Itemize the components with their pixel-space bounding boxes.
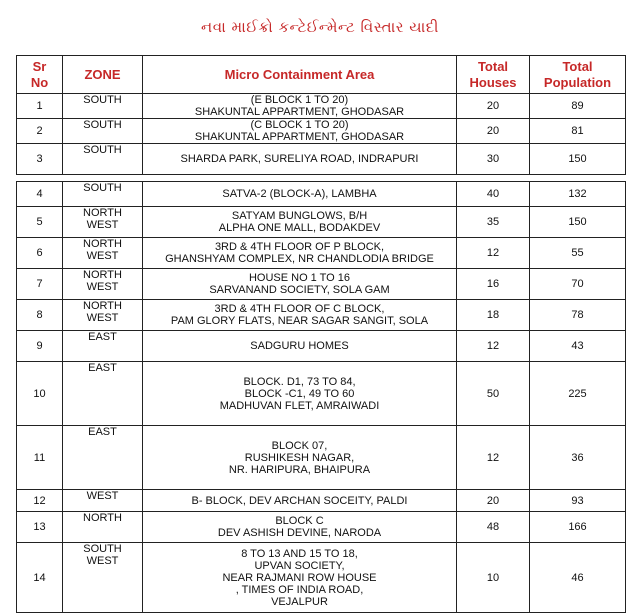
cell-area: HOUSE NO 1 TO 16 SARVANAND SOCIETY, SOLA GAM [143, 269, 457, 300]
table-row [17, 144, 626, 175]
header-area: Micro Containment Area [143, 56, 457, 94]
header-zone: ZONE [63, 56, 143, 94]
table-row [17, 512, 626, 543]
table-row [17, 490, 626, 512]
cell-sr: 12 [17, 490, 63, 512]
table-header-row [17, 56, 626, 94]
cell-population: 81 [530, 119, 626, 144]
cell-zone: EAST [63, 331, 143, 362]
table-row [17, 269, 626, 300]
cell-houses: 50 [457, 362, 530, 426]
cell-population: 150 [530, 144, 626, 175]
cell-area: (E BLOCK 1 TO 20) SHAKUNTAL APPARTMENT, GHODASAR [143, 94, 457, 119]
cell-sr: 8 [17, 300, 63, 331]
table-row [17, 362, 626, 426]
cell-population: 36 [530, 426, 626, 490]
cell-zone: SOUTH [63, 94, 143, 119]
page-title: નવા માઈક્રો કન્ટેઈન્મેન્ટ વિસ્તાર યાદી [201, 18, 439, 36]
gap-cell [17, 175, 626, 182]
cell-sr: 1 [17, 94, 63, 119]
containment-table [16, 55, 626, 613]
table-row [17, 119, 626, 144]
cell-zone: SOUTH [63, 119, 143, 144]
cell-area: B- BLOCK, DEV ARCHAN SOCEITY, PALDI [143, 490, 457, 512]
cell-houses: 40 [457, 182, 530, 207]
table-row [17, 426, 626, 490]
cell-population: 225 [530, 362, 626, 426]
cell-sr: 14 [17, 543, 63, 613]
cell-population: 46 [530, 543, 626, 613]
cell-houses: 12 [457, 238, 530, 269]
table-row [17, 300, 626, 331]
cell-zone: WEST [63, 490, 143, 512]
table-row [17, 238, 626, 269]
table-row [17, 331, 626, 362]
header-houses: Total Houses [457, 56, 530, 94]
row-gap [17, 175, 626, 182]
cell-zone: NORTH WEST [63, 238, 143, 269]
cell-area: SATYAM BUNGLOWS, B/H ALPHA ONE MALL, BODAKDEV [143, 207, 457, 238]
cell-zone: NORTH WEST [63, 207, 143, 238]
cell-houses: 18 [457, 300, 530, 331]
table-row [17, 207, 626, 238]
cell-zone: SOUTH WEST [63, 543, 143, 613]
cell-houses: 20 [457, 119, 530, 144]
cell-sr: 13 [17, 512, 63, 543]
cell-population: 78 [530, 300, 626, 331]
cell-houses: 12 [457, 331, 530, 362]
cell-population: 43 [530, 331, 626, 362]
cell-population: 132 [530, 182, 626, 207]
cell-houses: 48 [457, 512, 530, 543]
table-row [17, 543, 626, 613]
cell-area: SADGURU HOMES [143, 331, 457, 362]
cell-houses: 16 [457, 269, 530, 300]
cell-population: 70 [530, 269, 626, 300]
cell-sr: 10 [17, 362, 63, 426]
cell-sr: 11 [17, 426, 63, 490]
cell-houses: 12 [457, 426, 530, 490]
cell-zone: EAST [63, 426, 143, 490]
header-sr: Sr No [17, 56, 63, 94]
cell-zone: SOUTH [63, 182, 143, 207]
table-row [17, 182, 626, 207]
cell-sr: 2 [17, 119, 63, 144]
table-row [17, 94, 626, 119]
cell-sr: 7 [17, 269, 63, 300]
cell-houses: 20 [457, 94, 530, 119]
cell-area: SHARDA PARK, SURELIYA ROAD, INDRAPURI [143, 144, 457, 175]
cell-zone: NORTH WEST [63, 269, 143, 300]
cell-zone: NORTH WEST [63, 300, 143, 331]
cell-area: 3RD & 4TH FLOOR OF P BLOCK, GHANSHYAM COMPLEX, NR CHANDLODIA BRIDGE [143, 238, 457, 269]
cell-area: (C BLOCK 1 TO 20) SHAKUNTAL APPARTMENT, GHODASAR [143, 119, 457, 144]
cell-houses: 10 [457, 543, 530, 613]
cell-area: BLOCK C DEV ASHISH DEVINE, NARODA [143, 512, 457, 543]
cell-area: BLOCK. D1, 73 TO 84, BLOCK -C1, 49 TO 60 MADHUVAN FLET, AMRAIWADI [143, 362, 457, 426]
cell-sr: 9 [17, 331, 63, 362]
cell-houses: 35 [457, 207, 530, 238]
cell-population: 93 [530, 490, 626, 512]
cell-zone: SOUTH [63, 144, 143, 175]
cell-houses: 30 [457, 144, 530, 175]
cell-sr: 6 [17, 238, 63, 269]
cell-population: 166 [530, 512, 626, 543]
cell-population: 55 [530, 238, 626, 269]
cell-zone: NORTH [63, 512, 143, 543]
cell-sr: 3 [17, 144, 63, 175]
cell-zone: EAST [63, 362, 143, 426]
cell-sr: 5 [17, 207, 63, 238]
header-population: Total Population [530, 56, 626, 94]
cell-population: 89 [530, 94, 626, 119]
cell-area: SATVA-2 (BLOCK-A), LAMBHA [143, 182, 457, 207]
cell-area: 8 TO 13 AND 15 TO 18, UPVAN SOCIETY, NEAR RAJMANI ROW HOUSE , TIMES OF INDIA ROAD, VEJALPUR [143, 543, 457, 613]
cell-sr: 4 [17, 182, 63, 207]
cell-population: 150 [530, 207, 626, 238]
cell-area: BLOCK 07, RUSHIKESH NAGAR, NR. HARIPURA, BHAIPURA [143, 426, 457, 490]
cell-houses: 20 [457, 490, 530, 512]
cell-area: 3RD & 4TH FLOOR OF C BLOCK, PAM GLORY FLATS, NEAR SAGAR SANGIT, SOLA [143, 300, 457, 331]
